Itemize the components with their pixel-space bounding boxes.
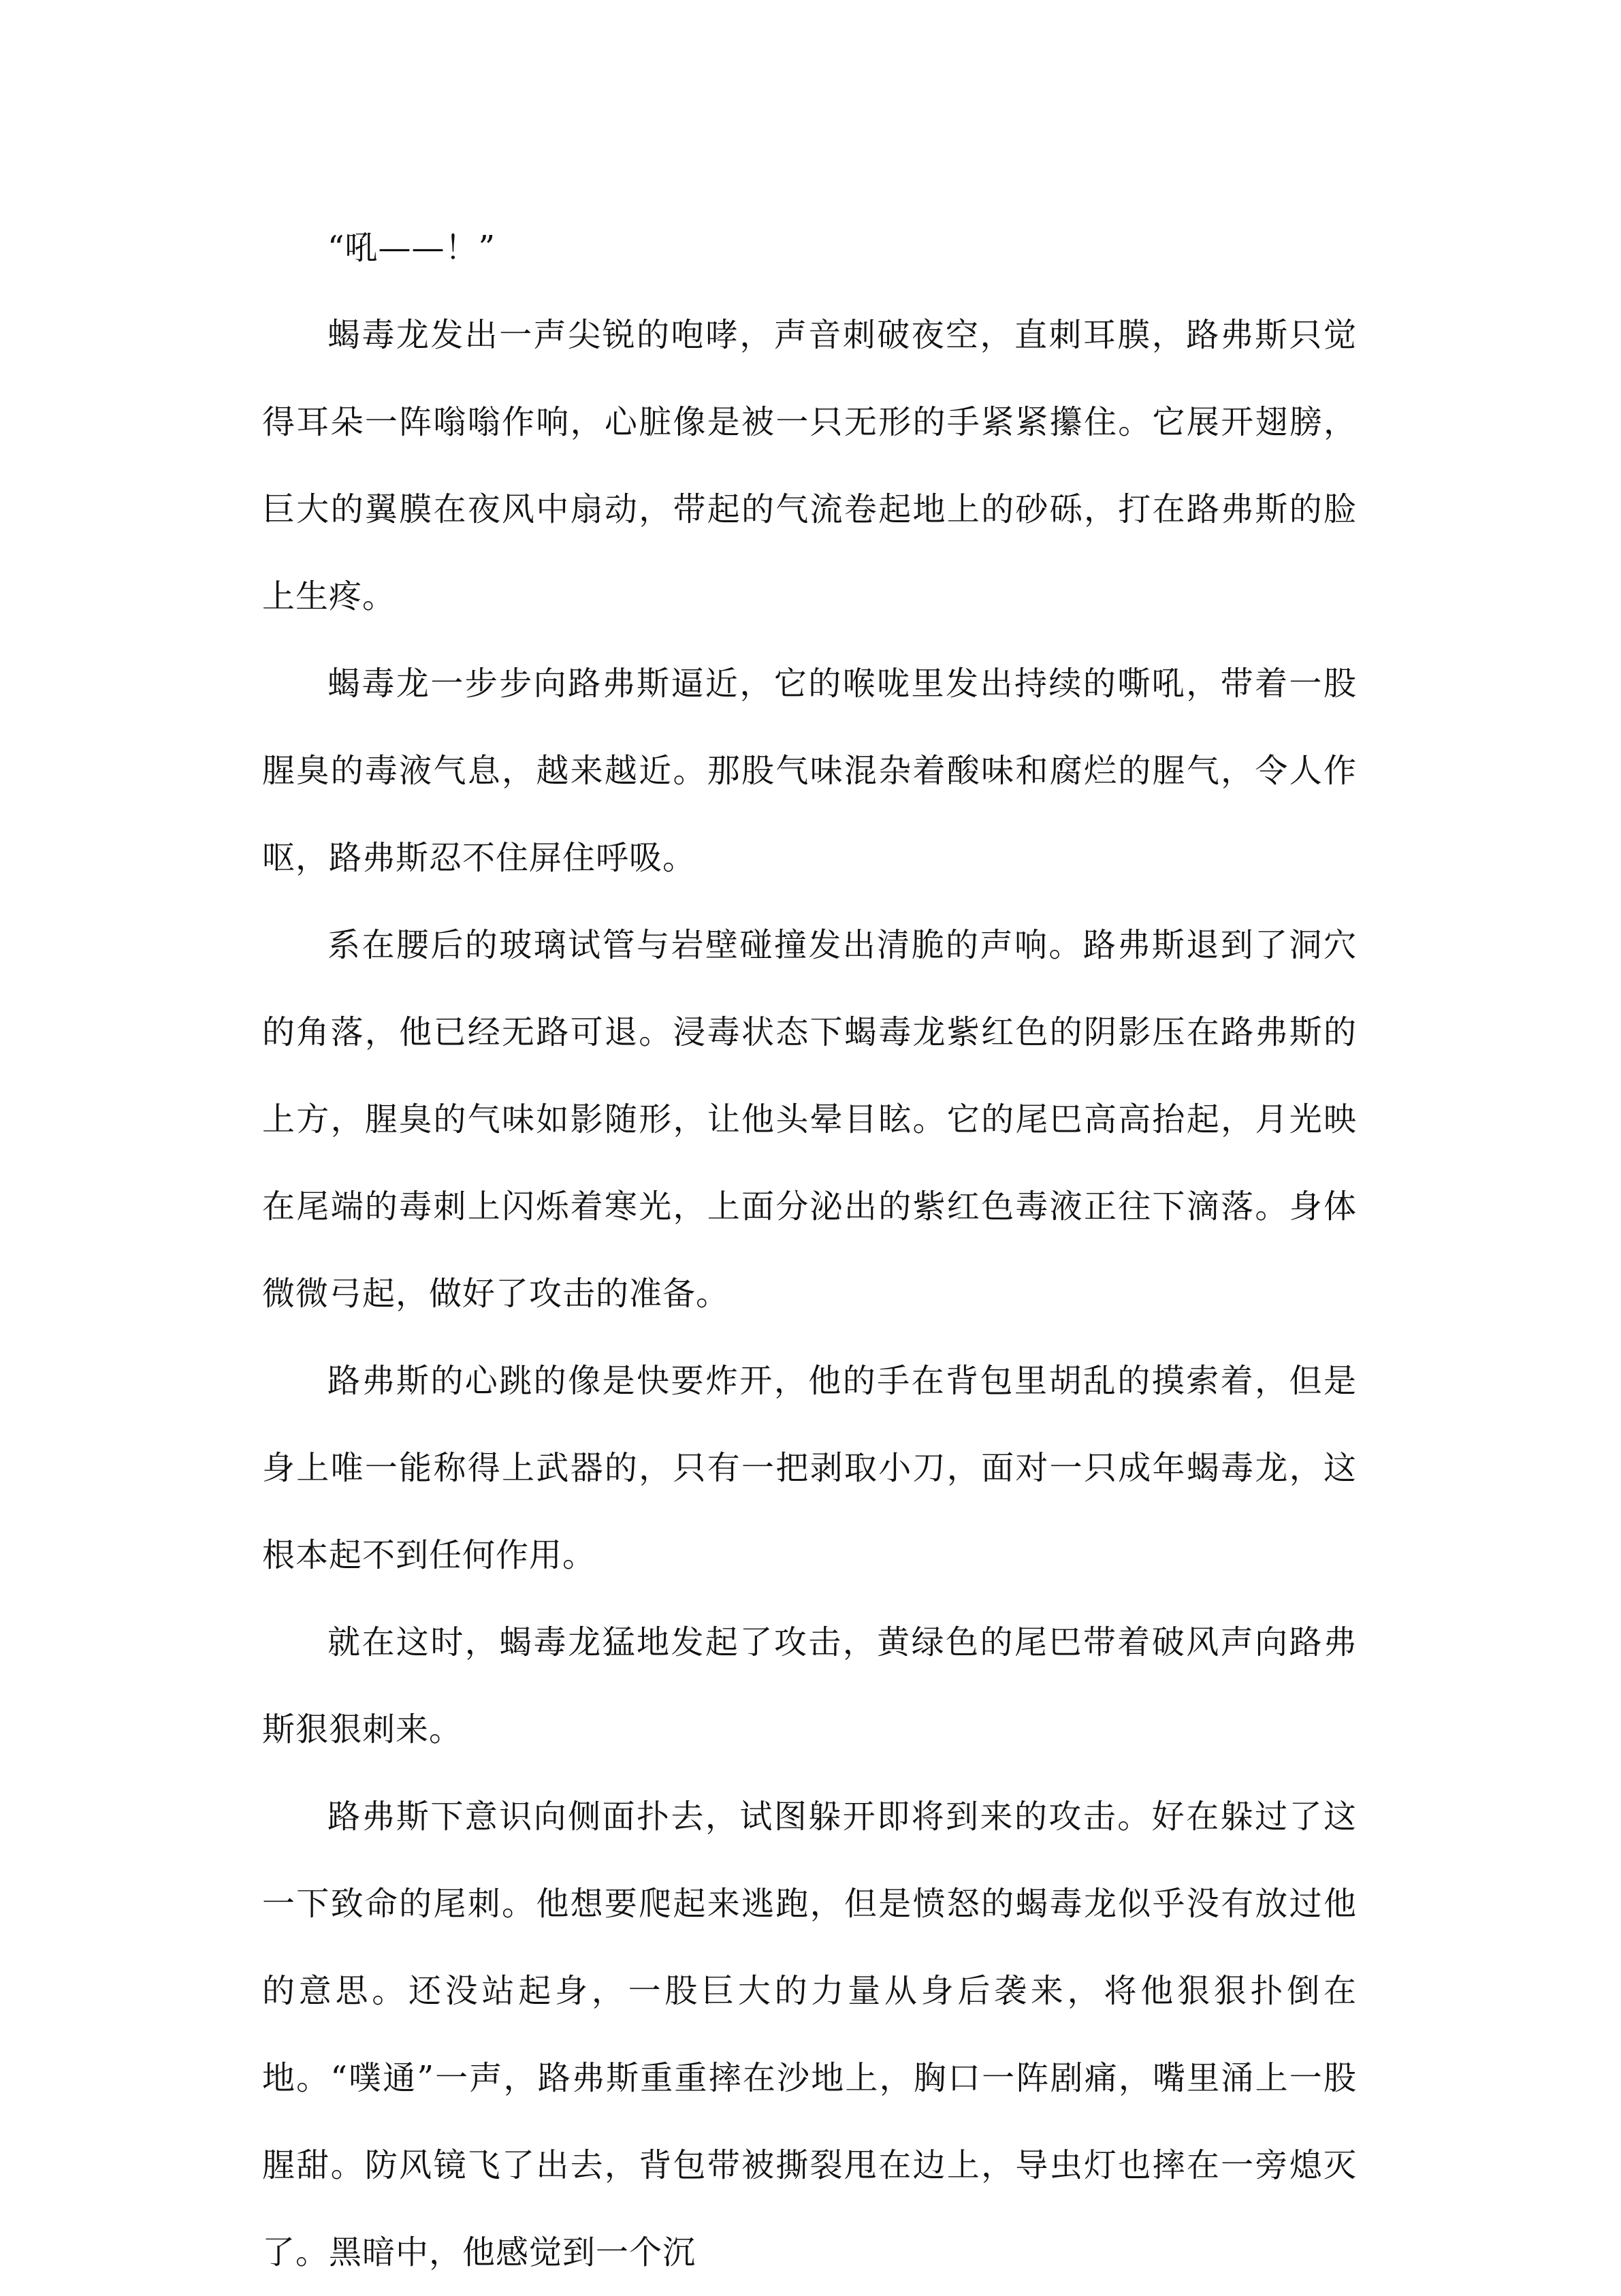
paragraph-2: 蝎毒龙一步步向路弗斯逼近，它的喉咙里发出持续的嘶吼，带着一股腥臭的毒液气息，越来越近。那股气味混杂着酸味和腐烂的腥气，令人作呕，路弗斯忍不住屏住呼吸。 [262, 665, 1357, 877]
paragraph-6: 路弗斯下意识向侧面扑去，试图躲开即将到来的攻击。好在躲过了这一下致命的尾刺。他想要爬起来逃跑，但是愤怒的蝎毒龙似乎没有放过他的意思。还没站起身，一股巨大的力量从身后袭来，将他狠狠扑倒在地。“噗通”一声，路弗斯重重摔在沙地上，胸口一阵剧痛，嘴里涌上一股腥甜。防风镜飞了出去，背包带被撕裂甩在边上，导虫灯也摔在一旁熄灭了。黑暗中，他感觉到一个沉 [262, 1798, 1357, 2271]
paragraph-4: 路弗斯的心跳的像是快要炸开，他的手在背包里胡乱的摸索着，但是身上唯一能称得上武器的，只有一把剥取小刀，面对一只成年蝎毒龙，这根本起不到任何作用。 [262, 1362, 1357, 1574]
document-body [262, 204, 1357, 2296]
paragraph-3: 系在腰后的玻璃试管与岩壁碰撞发出清脆的声响。路弗斯退到了洞穴的角落，他已经无路可退。浸毒状态下蝎毒龙紫红色的阴影压在路弗斯的上方，腥臭的气味如影随形，让他头晕目眩。它的尾巴高高抬起，月光映在尾端的毒刺上闪烁着寒光，上面分泌出的紫红色毒液正往下滴落。身体微微弓起，做好了攻击的准备。 [262, 926, 1357, 1313]
paragraph-5: 就在这时，蝎毒龙猛地发起了攻击，黄绿色的尾巴带着破风声向路弗斯狠狠刺来。 [262, 1623, 1357, 1749]
paragraph-roar: “吼——！” [327, 229, 496, 267]
paragraph-1: 蝎毒龙发出一声尖锐的咆哮，声音刺破夜空，直刺耳膜，路弗斯只觉得耳朵一阵嗡嗡作响，心脏像是被一只无形的手紧紧攥住。它展开翅膀，巨大的翼膜在夜风中扇动，带起的气流卷起地上的砂砾，打在路弗斯的脸上生疼。 [262, 316, 1357, 616]
